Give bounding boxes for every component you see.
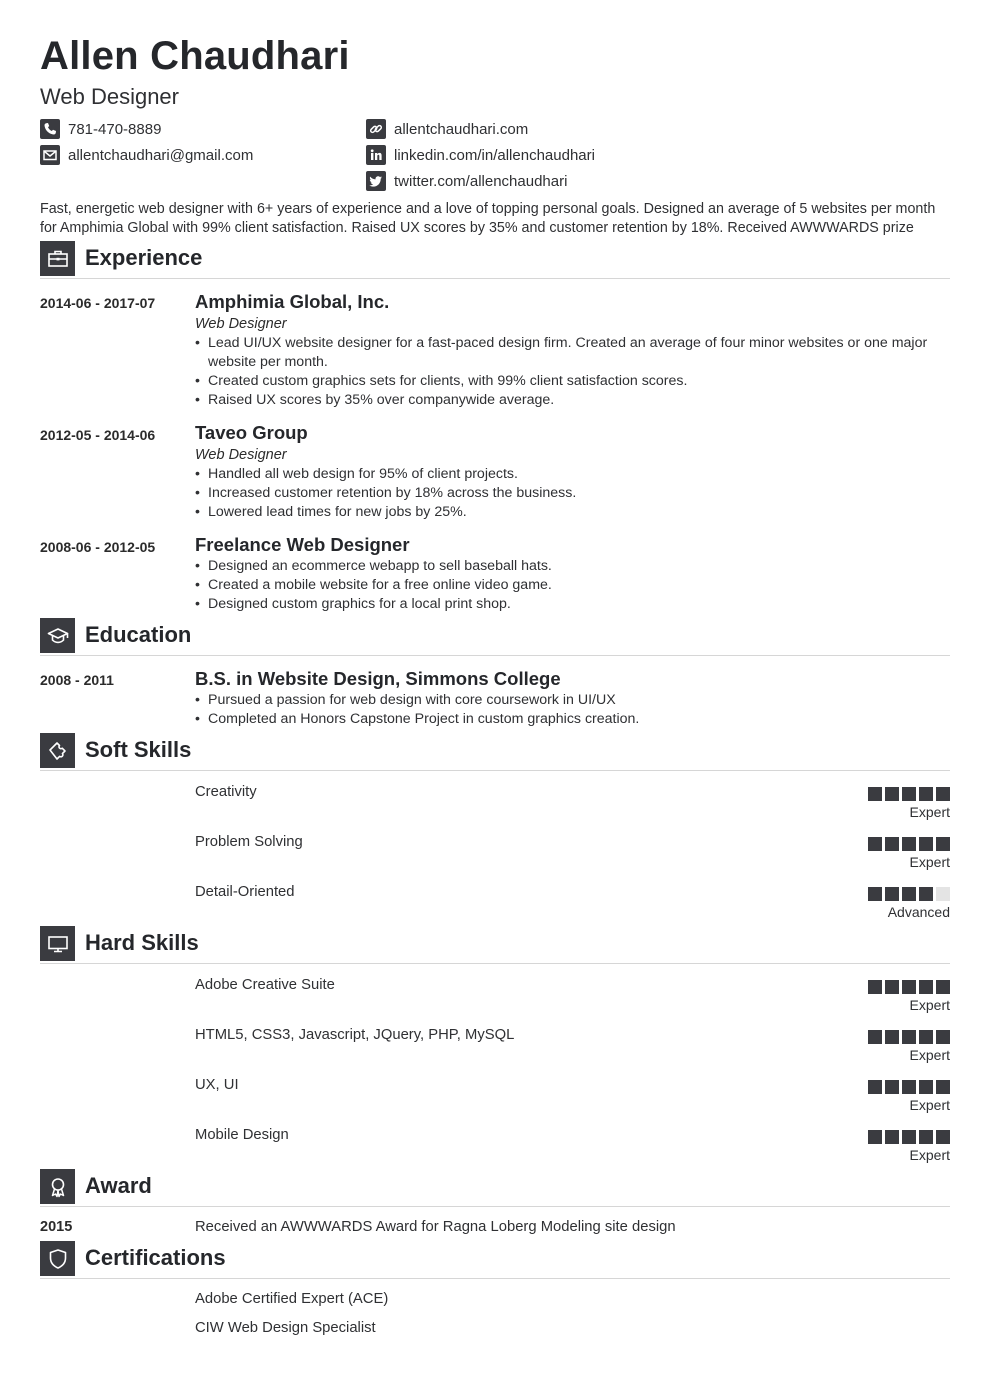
section-title: Hard Skills	[85, 930, 199, 955]
bullet-item: • Created custom graphics sets for clients, with 99% client satisfaction scores.	[195, 372, 950, 391]
rating-box-filled	[902, 1130, 916, 1144]
skill-name: UX, UI	[195, 1077, 239, 1093]
phone-text[interactable]: 781-470-8889	[68, 120, 162, 138]
education-dates: 2008 - 2011	[40, 672, 114, 688]
briefcase-icon	[40, 241, 75, 276]
bullet-item: • Raised UX scores by 35% over companywide average.	[195, 391, 950, 410]
section-title: Experience	[85, 245, 203, 270]
section-soft-skills	[40, 733, 950, 771]
skill-level: Expert	[909, 804, 950, 820]
skill-level: Advanced	[887, 904, 950, 920]
rating-box-filled	[885, 1130, 899, 1144]
experience-dates: 2014-06 - 2017-07	[40, 295, 156, 311]
skill-rating	[810, 1130, 950, 1163]
certification-item: Adobe Certified Expert (ACE)	[195, 1291, 389, 1307]
degree-name: B.S. in Website Design, Simmons College	[195, 668, 561, 689]
contact-email	[40, 144, 253, 166]
skill-level: Expert	[909, 1047, 950, 1063]
skill-name: Detail-Oriented	[195, 884, 295, 900]
rating-boxes	[810, 1130, 950, 1144]
skill-rating	[810, 1080, 950, 1113]
rating-box-filled	[902, 837, 916, 851]
rating-boxes	[810, 1030, 950, 1044]
job-role: Web Designer	[195, 316, 287, 332]
rating-box-filled	[885, 1030, 899, 1044]
envelope-icon	[40, 145, 60, 165]
section-title: Certifications	[85, 1245, 226, 1270]
linkedin-text[interactable]: linkedin.com/in/allenchaudhari	[394, 146, 595, 164]
experience-dates: 2008-06 - 2012-05	[40, 539, 156, 555]
rating-boxes	[810, 787, 950, 801]
bullet-item: • Handled all web design for 95% of client projects.	[195, 465, 950, 484]
phone-icon	[40, 119, 60, 139]
education-entry	[195, 667, 950, 729]
rating-box-filled	[919, 1130, 933, 1144]
rating-box-filled	[936, 1030, 950, 1044]
rating-box-filled	[902, 887, 916, 901]
skill-name: HTML5, CSS3, Javascript, JQuery, PHP, MySQL	[195, 1027, 515, 1043]
rating-box-filled	[919, 1030, 933, 1044]
skill-name: Problem Solving	[195, 834, 303, 850]
skill-rating	[810, 980, 950, 1013]
rating-box-filled	[919, 887, 933, 901]
graduation-cap-icon	[40, 618, 75, 653]
certification-item: CIW Web Design Specialist	[195, 1320, 376, 1336]
rating-box-filled	[868, 837, 882, 851]
skill-level: Expert	[909, 854, 950, 870]
skill-name: Adobe Creative Suite	[195, 977, 335, 993]
monitor-icon	[40, 926, 75, 961]
rating-box-filled	[936, 1130, 950, 1144]
rating-box-filled	[868, 1080, 882, 1094]
bullet-item: • Pursued a passion for web design with core coursework in UI/UX	[195, 691, 950, 710]
experience-entry	[195, 421, 950, 522]
skill-rating	[810, 887, 950, 920]
section-title: Education	[85, 622, 192, 647]
section-certifications	[40, 1241, 950, 1279]
company-name: Taveo Group	[195, 422, 308, 443]
bullet-item: • Increased customer retention by 18% across the business.	[195, 484, 950, 503]
section-title: Award	[85, 1173, 152, 1198]
rating-box-empty	[936, 887, 950, 901]
award-description: Received an AWWWARDS Award for Ragna Loberg Modeling site design	[195, 1219, 676, 1235]
rating-box-filled	[868, 887, 882, 901]
rating-box-filled	[936, 1080, 950, 1094]
job-role: Web Designer	[195, 447, 287, 463]
rating-box-filled	[885, 837, 899, 851]
skill-level: Expert	[909, 1097, 950, 1113]
experience-entry	[195, 533, 950, 614]
shield-icon	[40, 1241, 75, 1276]
skill-level: Expert	[909, 1147, 950, 1163]
email-text[interactable]: allentchaudhari@gmail.com	[68, 146, 254, 164]
rating-box-filled	[902, 1030, 916, 1044]
rating-box-filled	[919, 980, 933, 994]
candidate-title: Web Designer	[40, 84, 179, 109]
bullet-item: • Lowered lead times for new jobs by 25%.	[195, 503, 950, 522]
profile-summary: Fast, energetic web designer with 6+ years of experience and a love of topping personal goals. Designed an average of 5 websites per month for Amphimia Global with 99% client satisfaction. Raised UX scores by 35% and customer retention by 18%. Received AWWWARDS prize	[40, 201, 936, 236]
rating-boxes	[810, 837, 950, 851]
award-year: 2015	[40, 1219, 73, 1235]
rating-box-filled	[868, 980, 882, 994]
bullet-list	[195, 691, 950, 729]
award-ribbon-icon	[40, 1169, 75, 1204]
link-icon	[366, 119, 386, 139]
rating-box-filled	[902, 1080, 916, 1094]
rating-box-filled	[936, 837, 950, 851]
bullet-item: • Lead UI/UX website designer for a fast-paced design firm. Created an average of four minor websites or one major website per month.	[195, 334, 950, 372]
skill-rating	[810, 1030, 950, 1063]
skill-name: Mobile Design	[195, 1127, 289, 1143]
bullet-item: • Completed an Honors Capstone Project in custom graphics creation.	[195, 710, 950, 729]
linkedin-icon	[366, 145, 386, 165]
bullet-list	[195, 465, 950, 522]
skill-rating	[810, 787, 950, 820]
section-education	[40, 618, 950, 656]
rating-box-filled	[868, 1030, 882, 1044]
rating-boxes	[810, 887, 950, 901]
section-title: Soft Skills	[85, 737, 192, 762]
twitter-icon	[366, 171, 386, 191]
section-hard-skills	[40, 926, 950, 964]
contact-twitter	[366, 170, 567, 192]
section-award	[40, 1169, 950, 1207]
puzzle-icon	[40, 733, 75, 768]
contact-linkedin	[366, 144, 595, 166]
rating-box-filled	[885, 1080, 899, 1094]
skill-level: Expert	[909, 997, 950, 1013]
rating-box-filled	[902, 980, 916, 994]
bullet-item: • Designed an ecommerce webapp to sell baseball hats.	[195, 557, 950, 576]
rating-boxes	[810, 1080, 950, 1094]
rating-box-filled	[919, 837, 933, 851]
company-name: Freelance Web Designer	[195, 534, 410, 555]
bullet-item: • Created a mobile website for a free online video game.	[195, 576, 950, 595]
company-name: Amphimia Global, Inc.	[195, 291, 390, 312]
rating-boxes	[810, 980, 950, 994]
contact-website	[366, 118, 528, 140]
rating-box-filled	[936, 980, 950, 994]
bullet-list	[195, 334, 950, 410]
rating-box-filled	[868, 787, 882, 801]
bullet-item: • Designed custom graphics for a local print shop.	[195, 595, 950, 614]
rating-box-filled	[902, 787, 916, 801]
resume-page	[40, 0, 950, 1400]
rating-box-filled	[919, 1080, 933, 1094]
skill-rating	[810, 837, 950, 870]
rating-box-filled	[936, 787, 950, 801]
rating-box-filled	[885, 787, 899, 801]
skill-name: Creativity	[195, 784, 257, 800]
contact-phone	[40, 118, 161, 140]
rating-box-filled	[885, 980, 899, 994]
experience-dates: 2012-05 - 2014-06	[40, 427, 156, 443]
rating-box-filled	[868, 1130, 882, 1144]
twitter-text[interactable]: twitter.com/allenchaudhari	[394, 172, 568, 190]
rating-box-filled	[885, 887, 899, 901]
section-experience	[40, 241, 950, 279]
bullet-list	[195, 557, 950, 614]
website-text[interactable]: allentchaudhari.com	[394, 120, 529, 138]
experience-entry	[195, 290, 950, 410]
rating-box-filled	[919, 787, 933, 801]
candidate-name: Allen Chaudhari	[40, 34, 350, 78]
